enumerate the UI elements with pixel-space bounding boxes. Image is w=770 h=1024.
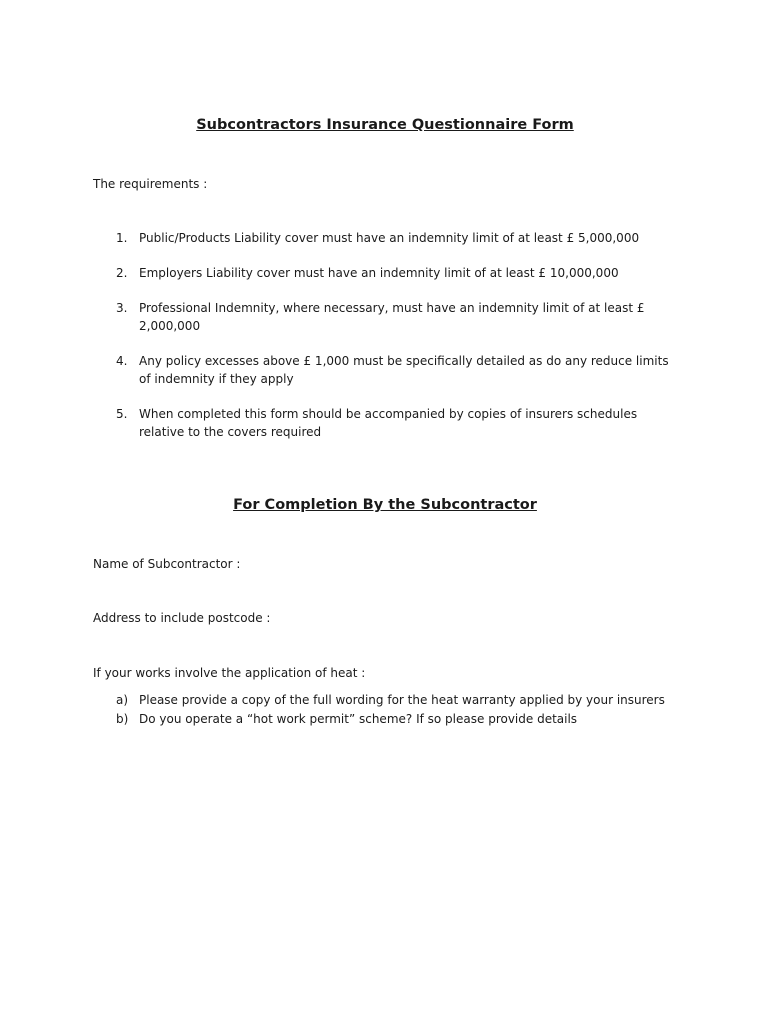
requirement-item — [0, 299, 770, 335]
list-marker: 4. — [116, 354, 128, 368]
list-marker: 3. — [116, 301, 128, 315]
document-title: Subcontractors Insurance Questionnaire Form — [196, 117, 574, 133]
address-label: Address to include postcode : — [93, 611, 271, 625]
list-marker: 5. — [116, 407, 128, 421]
requirement-text: Professional Indemnity, where necessary, must have an indemnity limit of at least £ 2,000,000 — [139, 301, 645, 333]
requirements-list — [0, 229, 770, 458]
requirement-text: Public/Products Liability cover must have an indemnity limit of at least £ 5,000,000 — [139, 231, 640, 245]
requirement-item — [0, 229, 770, 247]
heat-items-list — [0, 691, 770, 728]
requirement-item — [0, 264, 770, 282]
heat-item — [0, 710, 770, 729]
subcontractor-name-label: Name of Subcontractor : — [93, 557, 241, 571]
list-marker: a) — [116, 693, 129, 707]
list-marker: 2. — [116, 266, 128, 280]
heat-item-text: Please provide a copy of the full wording for the heat warranty applied by your insurers — [139, 693, 665, 707]
requirements-label: The requirements : — [93, 177, 208, 191]
completion-section-title: For Completion By the Subcontractor — [233, 497, 537, 513]
list-marker: 1. — [116, 231, 128, 245]
heat-item — [0, 691, 770, 710]
requirement-item — [0, 405, 770, 441]
heat-application-label: If your works involve the application of heat : — [93, 666, 366, 680]
heat-item-text: Do you operate a “hot work permit” scheme? If so please provide details — [139, 711, 578, 726]
list-marker: b) — [116, 711, 129, 726]
requirement-item — [0, 352, 770, 388]
requirement-text: Employers Liability cover must have an indemnity limit of at least £ 10,000,000 — [139, 266, 619, 280]
requirement-text: When completed this form should be accompanied by copies of insurers schedules relative to the covers required — [139, 407, 638, 439]
requirement-text: Any policy excesses above £ 1,000 must be specifically detailed as do any reduce limits of indemnity if they apply — [139, 354, 669, 386]
